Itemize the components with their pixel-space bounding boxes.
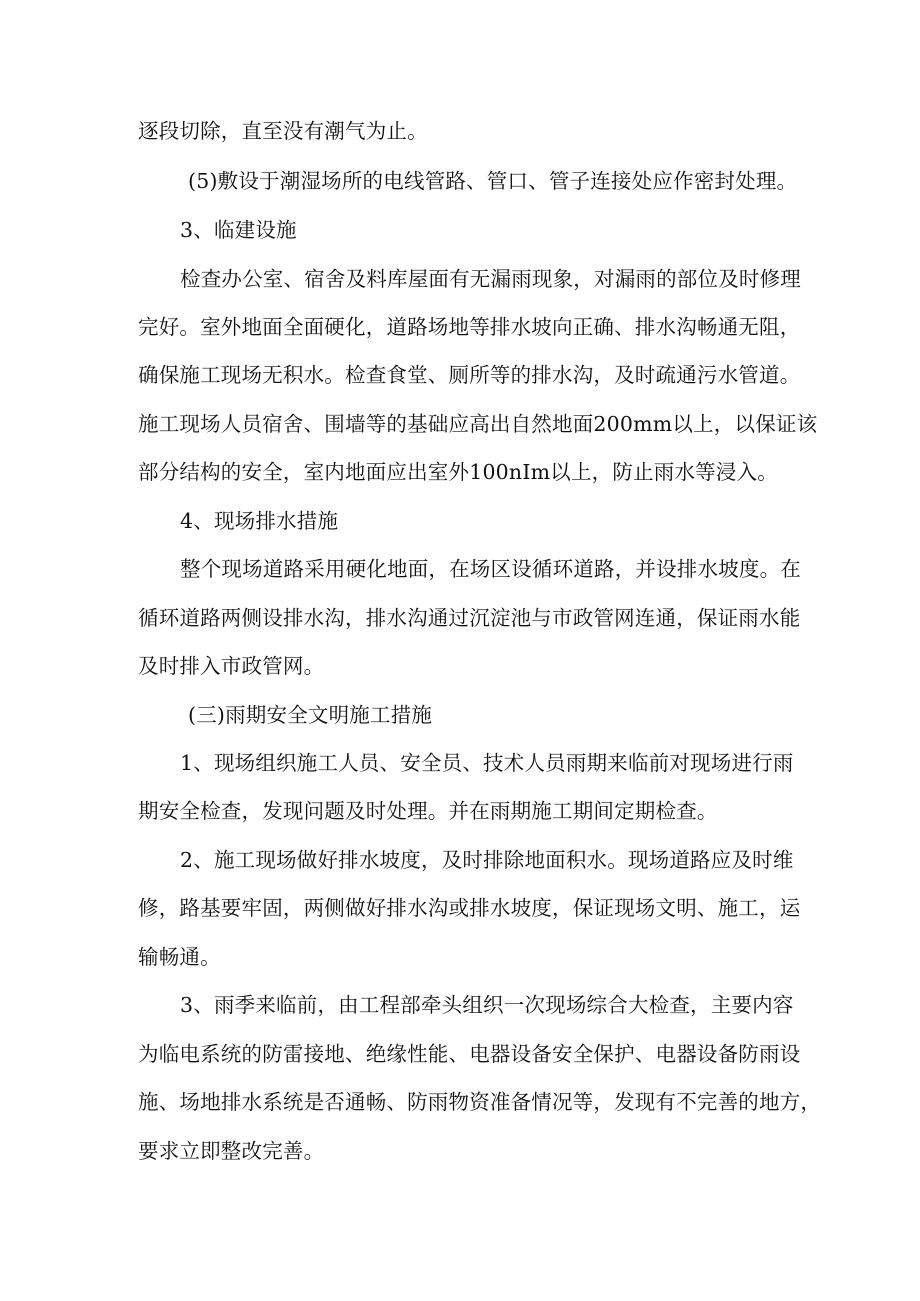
- text-line: 整个现场道路采用硬化地面，在场区设循环道路，并设排水坡度。在: [180, 557, 801, 581]
- text-line: 1、现场组织施工人员、安全员、技术人员雨期来临前对现场进行雨: [180, 751, 794, 775]
- text-line: 要求立即整改完善。: [138, 1139, 325, 1163]
- text-line: 修，路基要牢固，两侧做好排水沟或排水坡度，保证现场文明、施工，运: [138, 896, 801, 920]
- section-heading: (三)雨期安全文明施工措施: [188, 703, 433, 727]
- text-line: 为临电系统的防雷接地、绝缘性能、电器设备安全保护、电器设备防雨设: [138, 1042, 801, 1066]
- text-line: 循环道路两侧设排水沟，排水沟通过沉淀池与市政管网连通，保证雨水能: [138, 606, 801, 630]
- text-line: 部分结构的安全，室内地面应出室外100nIm以上，防止雨水等浸入。: [138, 460, 778, 484]
- section-heading: 3、临建设施: [180, 218, 297, 242]
- text-line: 3、雨季来临前，由工程部牵头组织一次现场综合大检查，主要内容: [180, 993, 794, 1017]
- text-line: 逐段切除，直至没有潮气为止。: [138, 119, 428, 143]
- text-line: 施、场地排水系统是否通畅、防雨物资准备情况等，发现有不完善的地方，: [138, 1090, 822, 1114]
- text-line: 检查办公室、宿舍及料库屋面有无漏雨现象，对漏雨的部位及时修理: [180, 267, 801, 291]
- text-line: 2、施工现场做好排水坡度，及时排除地面积水。现场道路应及时维: [180, 848, 794, 872]
- text-line: 施工现场人员宿舍、围墙等的基础应高出自然地面200mm以上，以保证该: [138, 412, 818, 436]
- text-line: 完好。室外地面全面硬化，道路场地等排水坡向正确、排水沟畅通无阻，: [138, 315, 801, 339]
- text-line: 及时排入市政管网。: [138, 654, 325, 678]
- text-line: (5)敷设于潮湿场所的电线管路、管口、管子连接处应作密封处理。: [188, 169, 798, 193]
- text-line: 输畅通。: [138, 945, 221, 969]
- text-line: 期安全检查，发现问题及时处理。并在雨期施工期间定期检查。: [138, 799, 718, 823]
- text-line: 确保施工现场无积水。检查食堂、厕所等的排水沟，及时疏通污水管道。: [138, 363, 801, 387]
- section-heading: 4、现场排水措施: [180, 509, 339, 533]
